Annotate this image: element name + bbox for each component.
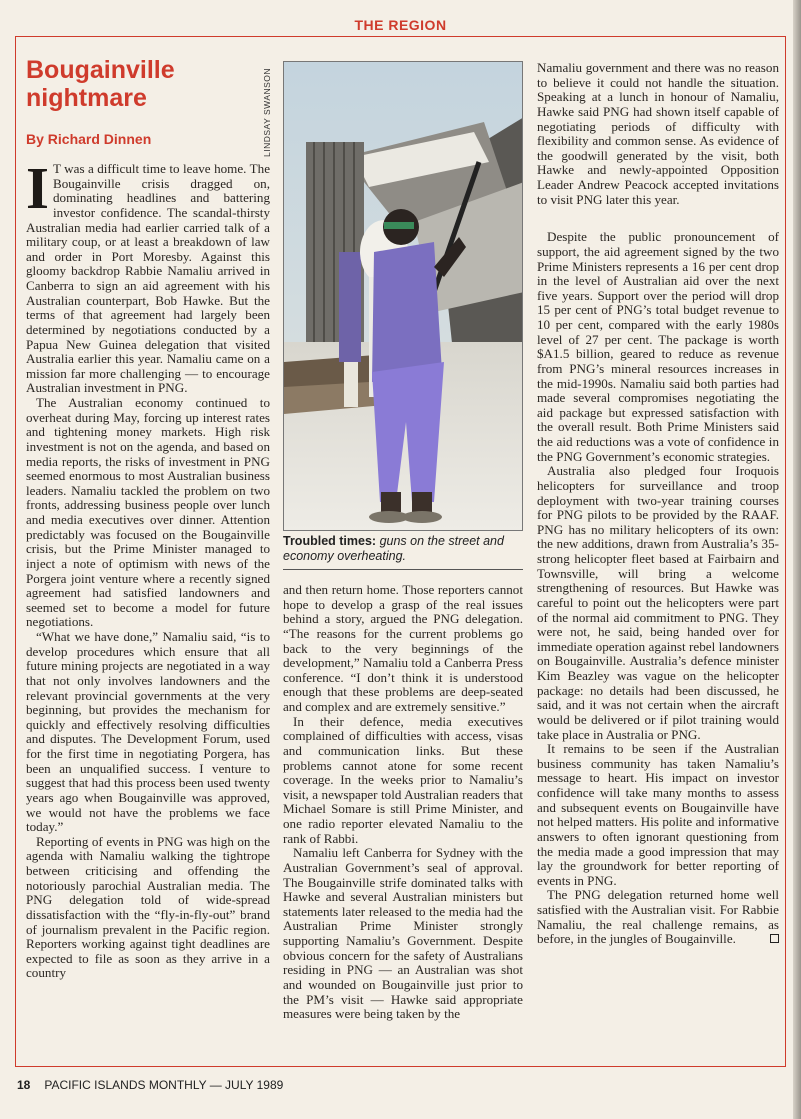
paragraph: Namaliu left Canberra for Sydney with the Australian Government’s seal of approval. The Bougainville strife dominated talks with Hawke and several Australian ministers but statements later released to the media had the Australian Prime Minister strongly supporting Namaliu’s Government. Despite obvious concern for the safety of Australians residing in PNG — an Australian was shot and wounded on Bougainville just prior to the PM’s visit — Hawke said appropriate measures were being taken by the bbox=[283, 845, 523, 1022]
caption-text: guns on the street and economy overheating. bbox=[283, 534, 504, 563]
end-mark-icon bbox=[770, 934, 779, 943]
page-number: 18 bbox=[17, 1078, 31, 1092]
photo-caption bbox=[283, 534, 523, 564]
photo-credit: LINDSAY SWANSON bbox=[262, 67, 272, 157]
article-column-3 bbox=[537, 61, 779, 947]
paragraph: The PNG delegation returned home well satisfied with the Australian visit. For Rabbie Namaliu, the real challenge remains, as before, in the jungles of Bougainville. bbox=[537, 887, 779, 947]
paragraph: The Australian economy continued to overheat during May, forcing up interest rates and tightening money markets. High risk investment is not on the agenda, and based on media reports, the risks of investment in PNG seemed enormous to most Australian business leaders. Namaliu tackled the problem on two fronts, addressing business people over lunch and media executives over dinner. Attention predictably was focused on the Bougainville crisis, but the Prime Minister managed to inject a note of optimism with news of the Porgera joint venture where a recently signed agreement had satisfied landowners and seemed set to become a model for future negotiations. bbox=[26, 395, 270, 630]
paragraph: In their defence, media executives complained of difficulties with access, visas and communication links. But these problems cannot atone for some recent coverage. In the weeks prior to Namaliu’s visit, a newspaper told Australian readers that Michael Somare is still Prime Minister, and one radio reporter elevated Namaliu to the rank of Rabbi. bbox=[283, 713, 523, 846]
paragraph: I T was a difficult time to leave home. The Bougainville crisis dragged on, dominating headlines and battering investor confidence. The scandal-thirsty Australian media had earlier carried talk of a military coup, or at least a breakdown of law and order in Port Moresby. Against this gloomy backdrop Rabbie Namaliu arrived in Canberra to sign an aid agreement with his Australian counterpart, Bob Hawke. But the terms of that agreement had largely been determined by negotiations conducted by a Papua New Guinea delegation that visited Australia earlier this year. Namaliu came on a mission far more challenging — to encourage Australian investment in PNG. bbox=[26, 155, 270, 396]
article-column-2 bbox=[283, 583, 523, 1022]
drop-cap: I bbox=[26, 155, 49, 221]
paragraph: “What we have done,” Namaliu said, “is to develop procedures which ensure that all future mining projects are negotiated in a way that not only involves landowners and the relevant provincial governments at the very beginning, but provides the mechanism for quickly and effectively resolving difficulties and disputes. The Development Forum, used for the first time in negotiating Porgera, has been an unqualified success. I venture to suggest that had this process been used twenty years ago when Bougainville was approved, we would not have the problems we face today.” bbox=[26, 629, 270, 835]
section-break bbox=[537, 207, 779, 230]
caption-rule bbox=[283, 569, 523, 570]
page-footer bbox=[17, 1078, 283, 1092]
article-photo bbox=[283, 61, 523, 531]
scan-edge bbox=[793, 0, 801, 1119]
photo-illustration bbox=[284, 62, 523, 531]
paragraph: It remains to be seen if the Australian business community has taken Namaliu’s message to heart. His impact on investor confidence will take many months to assess and subsequent events on Bougainville have not helped matters. His polite and informative answers to often ignorant questioning from the media made a good impression that may lay the groundwork for better reporting of events in PNG. bbox=[537, 741, 779, 888]
paragraph: and then return home. Those reporters cannot hope to develop a grasp of the real issues behind a story, argued the PNG delegation. “The reasons for the current problems go back to the very beginnings of the development,” Namaliu told a Canberra Press conference. “I don’t think it is understood enough that these problems are deep-seated and complex and are extremely sensitive.” bbox=[283, 582, 523, 714]
paragraph: Reporting of events in PNG was high on the agenda with Namaliu walking the tightrope between criticising and offending the notoriously parochial Australian media. The PNG delegation told of wide-spread dissatisfaction with the “fly-in-fly-out” brand of journalism prevalent in the Pacific region. Reporters working against tight deadlines are expected to file as soon as they arrive in a country bbox=[26, 833, 270, 981]
caption-lead: Troubled times: bbox=[283, 534, 377, 548]
headline: Bougainville nightmare bbox=[26, 56, 175, 112]
paragraph: Australia also pledged four Iroquois helicopters for surveillance and troop deployment with two-year training courses for PNG pilots to be provided by the RAAF. PNG has no military helicopters of its own: the new additions, drawn from Australia’s 35-strong helicopter fleet based at Fairbairn and Townsville, will bring a welcome strengthening of resources. But Hawke was careful to point out the helicopters were part of the normal aid commitment to PNG. They were not, he said, being handed over for immediate operation against rebel landowners on Bougainville. Australia’s defence minister Kim Beazley was vague on the helicopter package: no details had been discussed, he said, and it was not certain when the aircraft would be delivered or if pilot training would take place in Australia or PNG. bbox=[537, 463, 779, 742]
paragraph: Despite the public pronouncement of support, the aid agreement signed by the two Prime Ministers represents a 16 per cent drop in the level of Australian aid over the next five years. Support over the period will drop 15 per cent of PNG’s total budget revenue to 10 per cent, compared with the early 1980s level of 27 per cent. The package is worth $A1.5 billion, geared to reduce as revenue from PNG’s mineral resources increases in the mid-1990s. Namaliu said both parties had made several compromises negotiating the aid package but expressed satisfaction with the overall result. Both Prime Ministers said the aid reductions was a vote of confidence in the PNG Government’s economic strategies. bbox=[537, 229, 779, 464]
byline: By Richard Dinnen bbox=[26, 131, 152, 147]
article-column-1 bbox=[26, 155, 270, 981]
paragraph: Namaliu government and there was no reason to believe it could not handle the situation. Speaking at a lunch in honour of Namaliu, Hawke said PNG had shown itself capable of negotiating periods of difficulty with flexibility and common sense. As evidence of the goodwill generated by the visit, both Hawke and newly-appointed Opposition Leader Andrew Peacock accepted invitations to visit PNG later this year. bbox=[537, 60, 779, 207]
section-header: THE REGION bbox=[354, 17, 447, 33]
publication-info: PACIFIC ISLANDS MONTHLY — JULY 1989 bbox=[44, 1078, 284, 1092]
